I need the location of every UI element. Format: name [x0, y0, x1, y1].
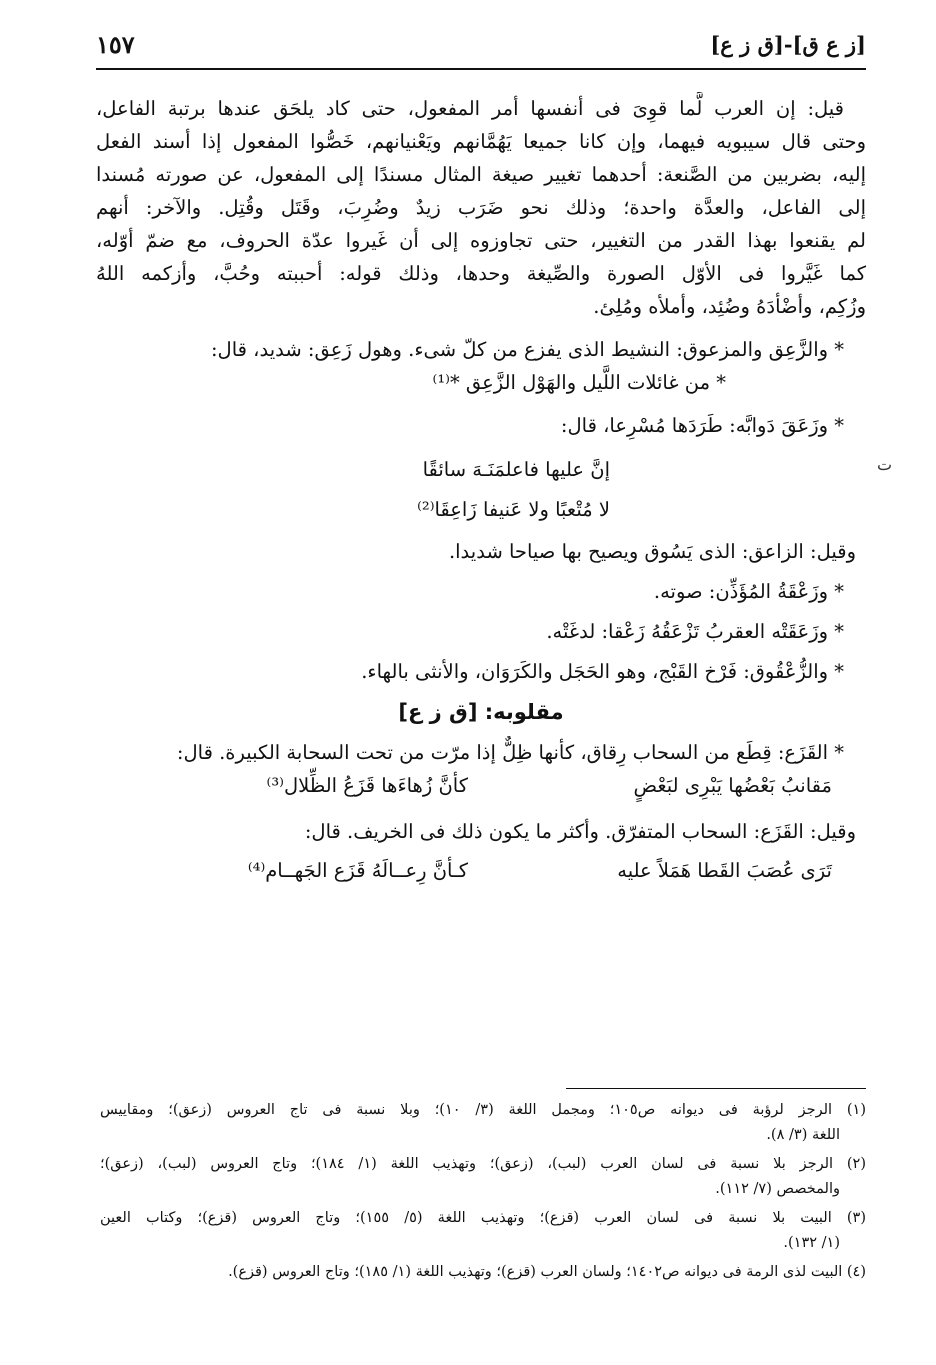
entry-zaaqa-dawabbah: * وزَعَقَ دَوابَّه: طَرَدَها مُسْرِعا، قال: — [560, 414, 844, 437]
poem-couplet — [96, 854, 866, 890]
footnote-line: (٤) البيت لذى الرمة فى ديوانه ص١٤٠٢؛ ولسان العرب (قزع)؛ وتهذيب اللغة (١/ ١٨٥)؛ وتاج العروس (قزع). — [228, 1264, 866, 1280]
margin-mark: ت — [877, 455, 893, 474]
footnote-line: (٣) البيت بلا نسبة فى لسان العرب (قزع)؛ وتهذيب اللغة (٥/ ١٥٥)؛ وتاج العروس (قزع)؛ وكتاب العين — [100, 1210, 866, 1226]
paragraph-line: إليه، بضربين من الصَّنعة: أحدهما تغيير صيغة المثال مسندًا إلى المفعول، عن صورته مُسندا — [96, 163, 866, 186]
footnote-2 — [100, 1152, 866, 1202]
entry-zuqquq: * والزُّعْقُوق: فَرْخ القَبْج، وهو الحَجَل والكَرَوَان، والأنثى بالهاء. — [361, 660, 844, 683]
hemistich-second: كـأنَّ رِعــالَهُ قَزَع الجَهــام⁽⁴⁾ — [247, 859, 468, 882]
verse-line: لا مُتْعبًا ولا عَنيفا زَاعِقَا⁽²⁾ — [417, 498, 610, 521]
running-head: [ز ع ق]-[ق ز ع] — [710, 32, 866, 57]
hemistich-first: تَرَى عُصَبَ القَطا هَمَلاً عليه — [617, 859, 832, 882]
entry-zaqathu-alaqrab: * وزَعَقَتْه العقربُ تَزْعَقُهُ زَعْقا: لدغَتْه. — [546, 620, 844, 643]
footnote-1 — [100, 1098, 866, 1148]
entry-zaqat-almuadhin: * وزَعْقَةُ المُؤَذِّن: صوته. — [653, 580, 844, 603]
footnote-line: (١) الرجز لرؤبة فى ديوانه ص١٠٥؛ ومجمل اللغة (٣/ ١٠)؛ وبلا نسبة فى تاج العروس (زعق)؛ ومقاييس — [100, 1102, 866, 1118]
paragraph-line: وزُكِم، وأضْأدَهُ وضُئِد، وأملأه ومُلِئ. — [593, 295, 866, 318]
page-number: ١٥٧ — [96, 30, 135, 59]
poem-couplet — [96, 769, 866, 805]
verse-line: إنَّ عليها فاعلمَنَـهَ سائقًا — [422, 458, 610, 481]
paragraph-line: إلى الفاعل، والعدَّة واحدة؛ وذلك نحو ضَرَب زيدٌ وضُرِبَ، وقَتَل وقُتِل. والآخر: أنهم — [96, 196, 866, 219]
footnote-line: والمخصص (٧/ ١١٢). — [715, 1181, 840, 1197]
entry-qaza-definition: وقيل: القَزَع: السحاب المتفرّق. وأكثر ما يكون ذلك فى الخريف. قال: — [304, 820, 856, 843]
hemistich-second: كأنَّ زُهاءَها قَزَعُ الظِّلال⁽³⁾ — [266, 774, 468, 797]
paragraph-line: وحتى قال سيبويه فيهما، وإن كانا جميعا يَهُمَّانهم ويَعْنيانهم، خَصُّوا المفعول إذا أسند الفعل — [96, 130, 866, 153]
footnote-line: (١/ ١٣٢). — [783, 1235, 840, 1251]
paragraph-line: قيل: إن العرب لَّما قوِىَ فى أنفسها أمر المفعول، حتى كاد يلحَق عندها برتبة الفاعل، — [96, 97, 844, 120]
entry-zaiq-definition: وقيل: الزاعق: الذى يَسُوق ويصيح بها صياحا شديدا. — [448, 540, 856, 563]
footnote-divider — [566, 1088, 866, 1089]
page-header — [96, 28, 866, 70]
main-text — [96, 92, 866, 890]
verse-line: * من غائلات اللَّيل والهَوْل الزَّعِق *⁽¹⁾ — [432, 371, 726, 394]
footnote-line: (٢) الرجز بلا نسبة فى لسان العرب (لبب)، (زعق)؛ وتهذيب اللغة (١/ ١٨٤)؛ وتاج العروس (لبب)، (زعق)؛ — [100, 1156, 866, 1172]
footnote-4 — [100, 1260, 866, 1285]
entry-zaiq: * والزَّعِق والمزعوق: النشيط الذى يفزع من كلّ شىء. وهول زَعِق: شديد، قال: — [210, 338, 844, 361]
hemistich-first: مَقانبُ بَعْضُها يَبْرِى لبَعْضٍ — [633, 774, 832, 797]
paragraph-line: كما غَيَّروا فى الأوّل الصورة والصِّيغة وحدها، وذلك قوله: أحببته وحُبَّ، وأزكمه اللهُ — [96, 262, 866, 285]
paragraph-line: لم يقنعوا بهذا القدر من التغيير، حتى تجاوزوه إلى أن غَيروا عدّة الحروف، مع ضمّ أوّله، — [96, 229, 866, 252]
entry-qaza: * القَزَع: قِطَع من السحاب رِقاق، كأنها ظِلٌّ إذا مرّت من تحت السحابة الكبيرة. قال: — [176, 741, 844, 764]
footnote-3 — [100, 1206, 866, 1256]
section-title: مقلوبه: [ق ز ع] — [398, 700, 564, 724]
footnote-line: اللغة (٣/ ٨). — [766, 1127, 840, 1143]
footnotes — [100, 1098, 866, 1289]
